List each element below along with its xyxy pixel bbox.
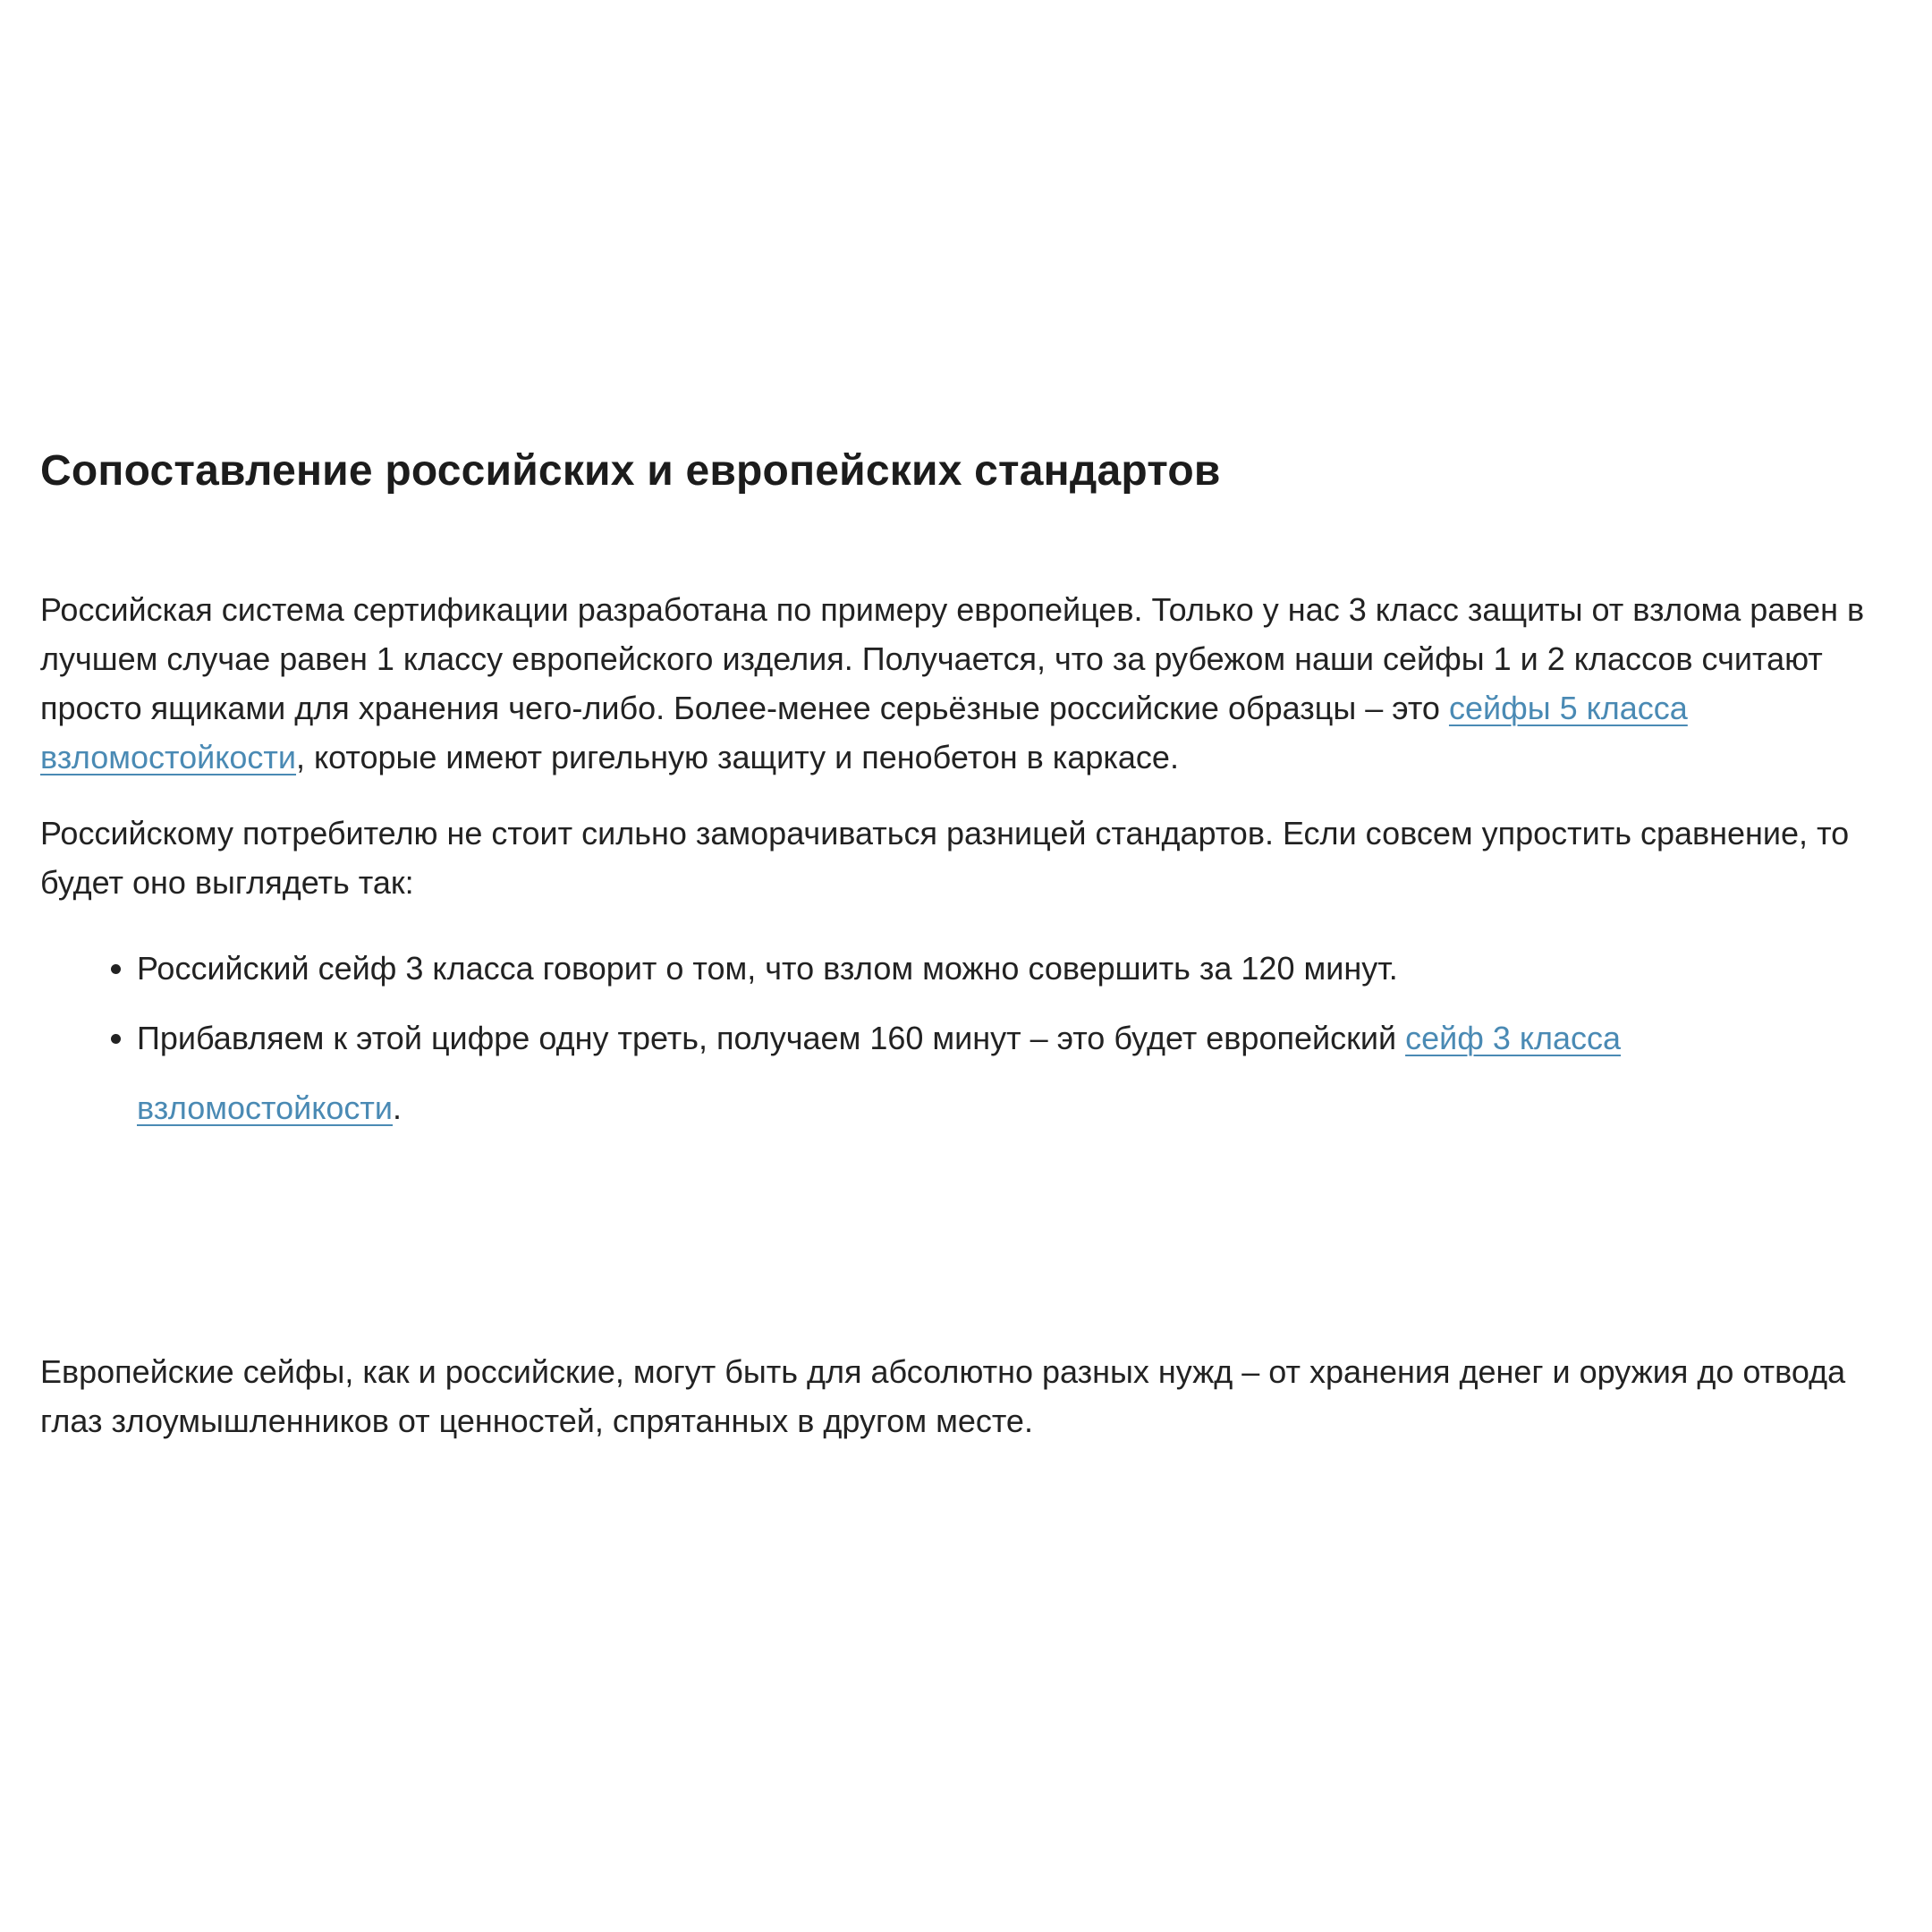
link-safes-class5-burglary-resistance[interactable]: сейфы 5 класса взломостойкости [40, 689, 1688, 775]
link-safe-class3-burglary-resistance[interactable]: сейф 3 класса взломостойкости [137, 1019, 1622, 1126]
list-item1-text: Российский сейф 3 класса говорит о том, что взлом можно совершить за 120 минут. [137, 949, 1398, 987]
comparison-bullet-list [40, 934, 1892, 1143]
list-item2-text-after: . [393, 1089, 402, 1126]
paragraph1-text-after: , которые имеют ригельную защиту и пенобетон в каркасе. [296, 738, 1179, 775]
paragraph-european-safes [40, 1347, 1892, 1445]
paragraph-certification-comparison [40, 585, 1892, 782]
list-item-russian-safe [137, 934, 1892, 1004]
paragraph3-text: Европейские сейфы, как и российские, могут быть для абсолютно разных нужд – от хранения денег и оружия до отвода глаз злоумышленников от ценностей, спрятанных в другом месте. [40, 1352, 1846, 1439]
list-item-european-safe [137, 1004, 1892, 1143]
paragraph2-text: Российскому потребителю не стоит сильно заморачиваться разницей стандартов. Если совсем упростить сравнение, то будет оно выглядеть так: [40, 814, 1850, 901]
list-item2-text-before: Прибавляем к этой цифре одну треть, получаем 160 минут – это будет европейский [137, 1019, 1406, 1056]
page-title: Сопоставление российских и европейских стандартов [40, 447, 1221, 495]
paragraph-consumer-advice [40, 809, 1892, 907]
paragraph1-text-before: Российская система сертификации разработана по примеру европейцев. Только у нас 3 класс защиты от взлома равен в лучшем случае равен 1 классу европейского изделия. Получается, что за рубежом наши сейфы 1 и 2 классов считают просто ящиками для хранения чего-либо. Более-менее серьёзные российские образцы – это [40, 590, 1865, 726]
